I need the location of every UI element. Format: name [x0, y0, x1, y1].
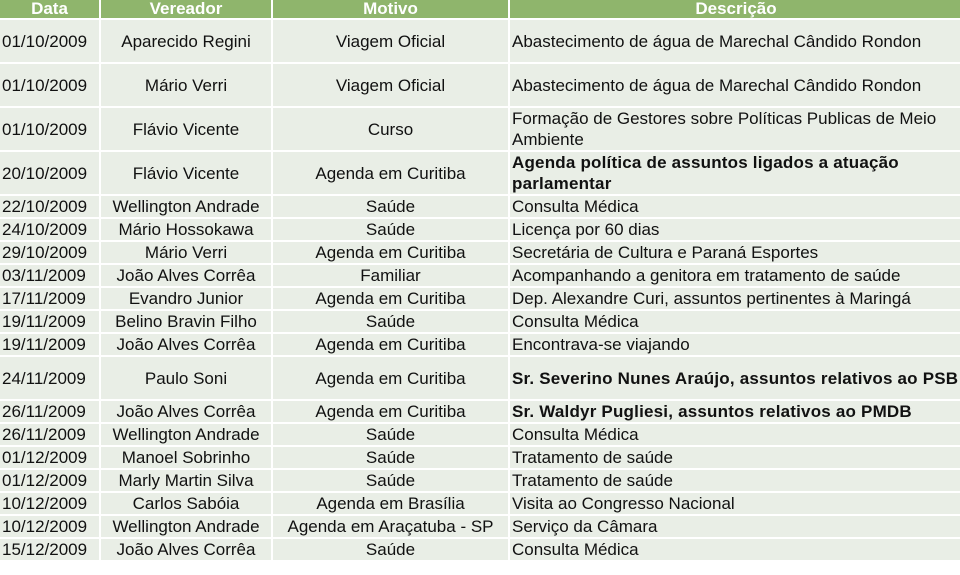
table-row [0, 516, 960, 537]
cell-date: 19/11/2009 [0, 334, 99, 355]
cell-motivo: Saúde [273, 424, 508, 445]
cell-motivo: Viagem Oficial [273, 64, 508, 106]
table-row [0, 334, 960, 355]
cell-vereador: Mário Verri [101, 242, 271, 263]
cell-motivo: Saúde [273, 539, 508, 560]
cell-descricao: Formação de Gestores sobre Políticas Publicas de Meio Ambiente [510, 108, 960, 150]
cell-vereador: Evandro Junior [101, 288, 271, 309]
table-row [0, 196, 960, 217]
cell-motivo: Saúde [273, 196, 508, 217]
cell-motivo: Agenda em Curitiba [273, 288, 508, 309]
cell-date: 26/11/2009 [0, 401, 99, 422]
cell-motivo: Saúde [273, 311, 508, 332]
table-row [0, 64, 960, 106]
table-row [0, 152, 960, 194]
cell-vereador: Mário Hossokawa [101, 219, 271, 240]
cell-motivo: Saúde [273, 470, 508, 491]
column-header-vereador: Vereador [101, 0, 271, 18]
cell-descricao: Consulta Médica [510, 424, 960, 445]
cell-date: 20/10/2009 [0, 152, 99, 194]
cell-date: 17/11/2009 [0, 288, 99, 309]
cell-descricao: Tratamento de saúde [510, 447, 960, 468]
cell-descricao: Serviço da Câmara [510, 516, 960, 537]
cell-descricao: Dep. Alexandre Curi, assuntos pertinentes à Maringá [510, 288, 960, 309]
cell-date: 29/10/2009 [0, 242, 99, 263]
cell-descricao: Sr. Severino Nunes Araújo, assuntos relativos ao PSB [510, 357, 960, 399]
cell-descricao: Tratamento de saúde [510, 470, 960, 491]
cell-motivo: Agenda em Curitiba [273, 152, 508, 194]
cell-vereador: Marly Martin Silva [101, 470, 271, 491]
cell-motivo: Agenda em Curitiba [273, 242, 508, 263]
cell-vereador: João Alves Corrêa [101, 539, 271, 560]
cell-vereador: João Alves Corrêa [101, 334, 271, 355]
table-row [0, 288, 960, 309]
cell-descricao: Consulta Médica [510, 539, 960, 560]
cell-motivo: Saúde [273, 219, 508, 240]
cell-date: 03/11/2009 [0, 265, 99, 286]
cell-vereador: Manoel Sobrinho [101, 447, 271, 468]
cell-descricao: Sr. Waldyr Pugliesi, assuntos relativos ao PMDB [510, 401, 960, 422]
cell-descricao: Encontrava-se viajando [510, 334, 960, 355]
table-header-row [0, 0, 960, 18]
cell-vereador: Wellington Andrade [101, 516, 271, 537]
cell-date: 10/12/2009 [0, 516, 99, 537]
cell-vereador: João Alves Corrêa [101, 265, 271, 286]
column-header-descricao: Descrição [510, 0, 960, 18]
cell-date: 24/10/2009 [0, 219, 99, 240]
cell-vereador: Wellington Andrade [101, 196, 271, 217]
table-row [0, 447, 960, 468]
cell-date: 19/11/2009 [0, 311, 99, 332]
cell-vereador: Wellington Andrade [101, 424, 271, 445]
cell-motivo: Agenda em Curitiba [273, 334, 508, 355]
cell-motivo: Viagem Oficial [273, 20, 508, 62]
cell-motivo: Agenda em Araçatuba - SP [273, 516, 508, 537]
cell-descricao: Acompanhando a genitora em tratamento de saúde [510, 265, 960, 286]
column-header-data: Data [0, 0, 99, 18]
column-header-motivo: Motivo [273, 0, 508, 18]
cell-date: 15/12/2009 [0, 539, 99, 560]
cell-motivo: Saúde [273, 447, 508, 468]
table-row [0, 539, 960, 560]
cell-date: 01/10/2009 [0, 108, 99, 150]
cell-date: 10/12/2009 [0, 493, 99, 514]
cell-vereador: Carlos Sabóia [101, 493, 271, 514]
cell-motivo: Agenda em Curitiba [273, 357, 508, 399]
cell-date: 01/10/2009 [0, 20, 99, 62]
cell-vereador: Mário Verri [101, 64, 271, 106]
table-row [0, 242, 960, 263]
cell-vereador: Belino Bravin Filho [101, 311, 271, 332]
table-row [0, 470, 960, 491]
cell-descricao: Licença por 60 dias [510, 219, 960, 240]
cell-date: 01/12/2009 [0, 470, 99, 491]
table-row [0, 493, 960, 514]
cell-motivo: Familiar [273, 265, 508, 286]
cell-descricao: Abastecimento de água de Marechal Cândido Rondon [510, 64, 960, 106]
cell-motivo: Agenda em Curitiba [273, 401, 508, 422]
cell-descricao: Abastecimento de água de Marechal Cândido Rondon [510, 20, 960, 62]
table-row [0, 108, 960, 150]
cell-date: 01/10/2009 [0, 64, 99, 106]
table-row [0, 401, 960, 422]
table-row [0, 311, 960, 332]
cell-vereador: Flávio Vicente [101, 152, 271, 194]
table-row [0, 219, 960, 240]
cell-descricao: Consulta Médica [510, 311, 960, 332]
table-row [0, 20, 960, 62]
cell-motivo: Curso [273, 108, 508, 150]
table-body [0, 20, 960, 560]
table-row [0, 357, 960, 399]
table-row [0, 265, 960, 286]
cell-vereador: João Alves Corrêa [101, 401, 271, 422]
cell-vereador: Flávio Vicente [101, 108, 271, 150]
cell-motivo: Agenda em Brasília [273, 493, 508, 514]
cell-descricao: Secretária de Cultura e Paraná Esportes [510, 242, 960, 263]
cell-date: 01/12/2009 [0, 447, 99, 468]
cell-date: 26/11/2009 [0, 424, 99, 445]
cell-descricao: Consulta Médica [510, 196, 960, 217]
cell-vereador: Paulo Soni [101, 357, 271, 399]
cell-vereador: Aparecido Regini [101, 20, 271, 62]
table-row [0, 424, 960, 445]
cell-descricao: Agenda política de assuntos ligados a atuação parlamentar [510, 152, 960, 194]
cell-date: 24/11/2009 [0, 357, 99, 399]
cell-descricao: Visita ao Congresso Nacional [510, 493, 960, 514]
cell-date: 22/10/2009 [0, 196, 99, 217]
